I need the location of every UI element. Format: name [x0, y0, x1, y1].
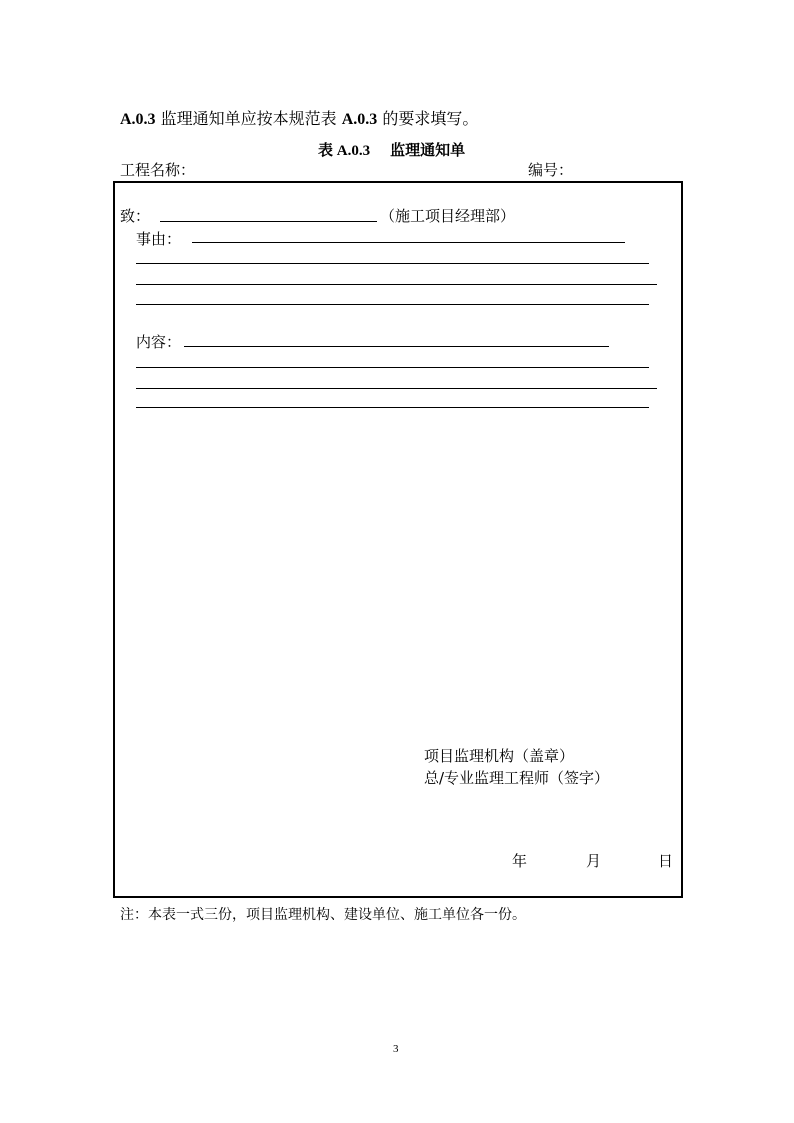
content-field-line-4[interactable]	[136, 407, 649, 408]
intro-text-after: 的要求填写。	[377, 109, 479, 128]
notice-form-box	[113, 181, 683, 898]
table-name: 监理通知单	[390, 141, 466, 159]
content-field-line-2[interactable]	[136, 367, 649, 368]
content-field-line-1[interactable]	[184, 346, 609, 347]
content-field-line-3[interactable]	[136, 388, 657, 389]
reason-label: 事由：	[136, 230, 182, 248]
project-name-label: 工程名称：	[120, 161, 196, 179]
table-title	[318, 139, 465, 160]
reason-field-line-2[interactable]	[136, 263, 649, 264]
page-number: 3	[393, 1043, 399, 1055]
content-label: 内容：	[136, 333, 182, 351]
serial-number-label: 编号：	[528, 161, 574, 179]
intro-code-2: A.0.3	[341, 111, 378, 128]
month-label: 月	[586, 852, 602, 870]
engineer-sign-label: 总/专业监理工程师（签字）	[424, 769, 610, 787]
org-stamp-label: 项目监理机构（盖章）	[424, 747, 575, 765]
intro-line	[120, 106, 478, 129]
reason-field-line-4[interactable]	[136, 304, 649, 305]
day-label: 日	[658, 852, 674, 870]
reason-field-line-3[interactable]	[136, 284, 657, 285]
year-label: 年	[512, 852, 528, 870]
intro-text-before: 监理通知单应按本规范表	[155, 109, 342, 128]
reason-field-line-1[interactable]	[192, 242, 625, 243]
intro-code: A.0.3	[120, 111, 156, 128]
footer-note: 注：本表一式三份，项目监理机构、建设单位、施工单位各一份。	[120, 907, 526, 923]
table-number: 表 A.0.3	[318, 143, 371, 159]
to-suffix-label: （施工项目经理部）	[380, 207, 516, 225]
to-recipient-field[interactable]	[160, 221, 377, 222]
to-label: 致：	[120, 207, 151, 225]
